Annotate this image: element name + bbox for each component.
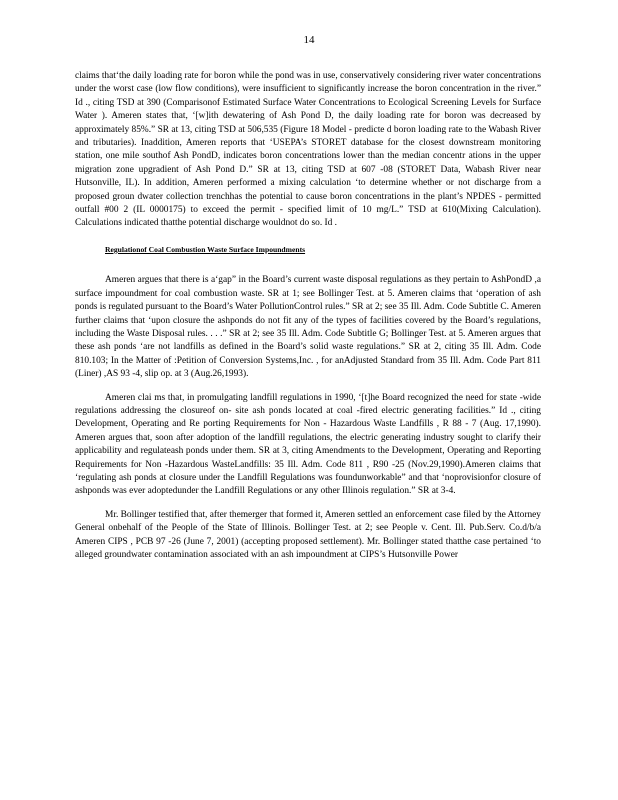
paragraph-bollinger-testimony: Mr. Bollinger testified that, after themerger that formed it, Ameren settled an enforcement case filed by the Attorney General onbehalf of the People of the State of Illinois. Bollinger Test. at 2; see People v. Cent. Ill. Pub.Serv. Co.d/b/a Ameren CIPS , PCB 97 -26 (June 7, 2001) (accepting proposed settlement). Mr. Bollinger stated thatthe case pertained ‘to alleged groundwater contamination associated with an ash impoundment at CIPS’s Hutsonville Power	[75, 509, 541, 560]
document-body	[75, 70, 541, 562]
section-heading: Regulationof Coal Combustion Waste Surface Impoundments	[105, 244, 306, 254]
paragraph-boron-loading: claims that‘the daily loading rate for boron while the pond was in use, conservatively considering river water concentrations under the worst case (low flow conditions), were insufficient to significantly increase the boron concentration in the river.” Id ., citing TSD at 390 (Comparisonof Estimated Surface Water Concentrations to Ecological Screening Levels for Surface Water ). Ameren states that, ‘[w]ith dewatering of Ash Pond D, the daily loading rate for boron was decreased by approximately 85%.” SR at 13, citing TSD at 506,535 (Figure 18 Model - predicte d boron loading rate to the Wabash River and tributaries). Inaddition, Ameren reports that ‘USEPA’s STORET database for the closest downstream monitoring station, one mile southof Ash PondD, indicates boron concentrations lower than the median concentr ations in the upper migration zone upgradient of Ash Pond D.” SR at 13, citing TSD at 607 -08 (STORET Data, Wabash River near Hutsonville, IL). In addition, Ameren performed a mixing calculation ‘to determine whether or not discharge from a proposed groun dwater collection trenchhas the potential to cause boron concentrations in the plant’s NPDES - permitted outfall #00 2 (IL 0000175) to exceed the permit - specified limit of 10 mg/L.” TSD at 610(Mixing Calculation). Calculations indicated thatthe potential discharge wouldnot do so. Id .	[75, 71, 541, 229]
paragraph-regulatory-gap: Ameren argues that there is a‘gap” in the Board’s current waste disposal regulations as they pertain to AshPondD ,a surface impoundment for coal combustion waste. SR at 1; see Bollinger Test. at 5. Ameren claims that ‘operation of ash ponds is regulated pursuant to the Board’s Water PollutionControl rules.” SR at 2; see 35 Ill. Adm. Code Subtitle C. Ameren further claims that ‘upon closure the ashponds do not fit any of the types of facilities covered by the Board’s regulations, including the Waste Disposal rules. . . .” SR at 2; see 35 Ill. Adm. Code Subtitle G; Bollinger Test. at 5. Ameren argues that these ash ponds ‘are not landfills as defined in the Board’s solid waste regulations.” SR at 2, citing 35 Ill. Adm. Code 810.103; In the Matter of :Petition of Conversion Systems,Inc. , for anAdjusted Standard from 35 Ill. Adm. Code Part 811 (Liner) ,AS 93 -4, slip op. at 3 (Aug.26,1993).	[75, 275, 541, 380]
page-number: 14	[303, 34, 315, 46]
paragraph-landfill-regulations: Ameren clai ms that, in promulgating landfill regulations in 1990, ‘[t]he Board recognized the need for state -wide regulations addressing the closureof on- site ash ponds located at coal -fired electric generating facilities.” Id ., citing Development, Operating and Re porting Requirements for Non - Hazardous Waste Landfills , R 88 - 7 (Aug. 17,1990). Ameren argues that, soon after adoption of the landfill regulations, the electric generating industry sought to clarify their applicability and regulateash ponds under them. SR at 3, citing Amendments to the Development, Operating and Reporting Requirements for Non -Hazardous WasteLandfills: 35 Ill. Adm. Code 811 , R90 -25 (Nov.29,1990).Ameren claims that ‘regulating ash ponds at closure under the Landfill Regulations was foundunworkable” and that ‘noprovisionfor closure of ashponds was ever adoptedunder the Landfill Regulations or any other Illinois regulation.” SR at 3-4.	[75, 392, 541, 497]
